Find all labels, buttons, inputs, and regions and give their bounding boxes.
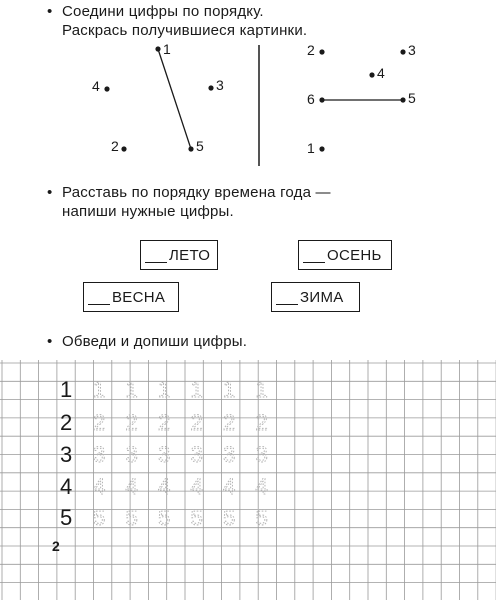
trace-digit[interactable]: 1 xyxy=(223,377,236,402)
task3-line1: Обведи и допиши цифры. xyxy=(62,333,248,350)
trace-digit[interactable]: 3 xyxy=(255,442,268,467)
trace-digit[interactable]: 1 xyxy=(158,377,171,402)
right-dot-1[interactable] xyxy=(319,146,324,151)
left-dot-5[interactable] xyxy=(188,146,193,151)
trace-digit[interactable]: 1 xyxy=(125,377,138,402)
task2-line1: Расставь по порядку времена года — xyxy=(62,184,331,201)
task2-line2: напиши нужные цифры. xyxy=(62,203,234,220)
trace-digit[interactable]: 4 xyxy=(255,474,268,499)
right-dot-4[interactable] xyxy=(369,72,374,77)
trace-digit[interactable]: 3 xyxy=(93,442,106,467)
trace-digit[interactable]: 5 xyxy=(125,505,138,530)
right-dot-6[interactable] xyxy=(319,97,324,102)
trace-digit[interactable]: 5 xyxy=(93,505,106,530)
trace-digit[interactable]: 1 xyxy=(255,377,268,402)
answer-blank[interactable] xyxy=(88,289,110,305)
answer-blank[interactable] xyxy=(276,289,298,305)
right-dot-label: 4 xyxy=(377,65,385,81)
trace-digit[interactable]: 2 xyxy=(125,410,138,435)
trace-digit[interactable]: 5 xyxy=(255,505,268,530)
trace-digit[interactable]: 4 xyxy=(125,474,138,499)
trace-digit[interactable]: 3 xyxy=(190,442,203,467)
season-box-leto[interactable] xyxy=(140,240,218,270)
task2-instruction xyxy=(47,183,331,221)
model-digit: 2 xyxy=(60,410,73,435)
trace-digit[interactable]: 2 xyxy=(158,410,171,435)
left-dot-label: 3 xyxy=(216,77,224,93)
trace-digit[interactable]: 2 xyxy=(190,410,203,435)
season-label: ВЕСНА xyxy=(112,288,166,306)
left-dot-label: 2 xyxy=(111,138,119,154)
season-label: ОСЕНЬ xyxy=(327,246,382,264)
model-digit: 1 xyxy=(60,377,73,402)
answer-blank[interactable] xyxy=(303,247,325,263)
trace-digit[interactable]: 4 xyxy=(223,474,236,499)
right-dot-label: 5 xyxy=(408,90,416,106)
copybook-grid xyxy=(0,360,496,600)
answer-blank[interactable] xyxy=(145,247,167,263)
connect-dots-area xyxy=(0,0,496,175)
trace-digit[interactable]: 5 xyxy=(158,505,171,530)
right-dot-2[interactable] xyxy=(319,49,324,54)
model-digit: 5 xyxy=(60,505,73,530)
season-box-vesna[interactable] xyxy=(83,282,179,312)
season-box-zima[interactable] xyxy=(271,282,360,312)
trace-digit[interactable]: 1 xyxy=(93,377,106,402)
left-dot-label: 1 xyxy=(163,41,171,57)
page-number: 2 xyxy=(52,538,60,554)
bullet: • xyxy=(47,3,53,20)
model-digit: 4 xyxy=(60,474,73,499)
season-box-osen[interactable] xyxy=(298,240,392,270)
right-dot-label: 1 xyxy=(307,140,315,156)
left-dot-4[interactable] xyxy=(104,86,109,91)
left-dot-3[interactable] xyxy=(208,85,213,90)
task1-line1: Соедини цифры по порядку. xyxy=(62,3,264,20)
left-dot-1[interactable] xyxy=(155,46,160,51)
trace-digit[interactable]: 5 xyxy=(190,505,203,530)
bullet: • xyxy=(47,333,53,350)
trace-digit[interactable]: 2 xyxy=(93,410,106,435)
trace-digit[interactable]: 4 xyxy=(93,474,106,499)
trace-digit[interactable]: 5 xyxy=(223,505,236,530)
right-dot-label: 3 xyxy=(408,42,416,58)
task1-line2: Раскрась получившиеся картинки. xyxy=(62,22,308,39)
model-digit: 3 xyxy=(60,442,73,467)
season-label: ЗИМА xyxy=(300,288,344,306)
left-dot-2[interactable] xyxy=(121,146,126,151)
left-dot-label: 5 xyxy=(196,138,204,154)
trace-digit[interactable]: 2 xyxy=(255,410,268,435)
trace-digit[interactable]: 3 xyxy=(125,442,138,467)
season-label: ЛЕТО xyxy=(169,246,211,264)
bullet: • xyxy=(47,184,53,201)
trace-digit[interactable]: 3 xyxy=(223,442,236,467)
trace-digit[interactable]: 2 xyxy=(223,410,236,435)
right-dot-3[interactable] xyxy=(400,49,405,54)
left-dot-label: 4 xyxy=(92,78,100,94)
task3-instruction xyxy=(47,332,248,351)
right-dot-label: 2 xyxy=(307,42,315,58)
trace-digit[interactable]: 4 xyxy=(158,474,171,499)
trace-digit[interactable]: 1 xyxy=(190,377,203,402)
trace-digit[interactable]: 3 xyxy=(158,442,171,467)
right-dot-5[interactable] xyxy=(400,97,405,102)
right-dot-label: 6 xyxy=(307,91,315,107)
left-connect-line xyxy=(158,49,191,149)
grid-lines xyxy=(0,360,496,600)
trace-digit[interactable]: 4 xyxy=(190,474,203,499)
